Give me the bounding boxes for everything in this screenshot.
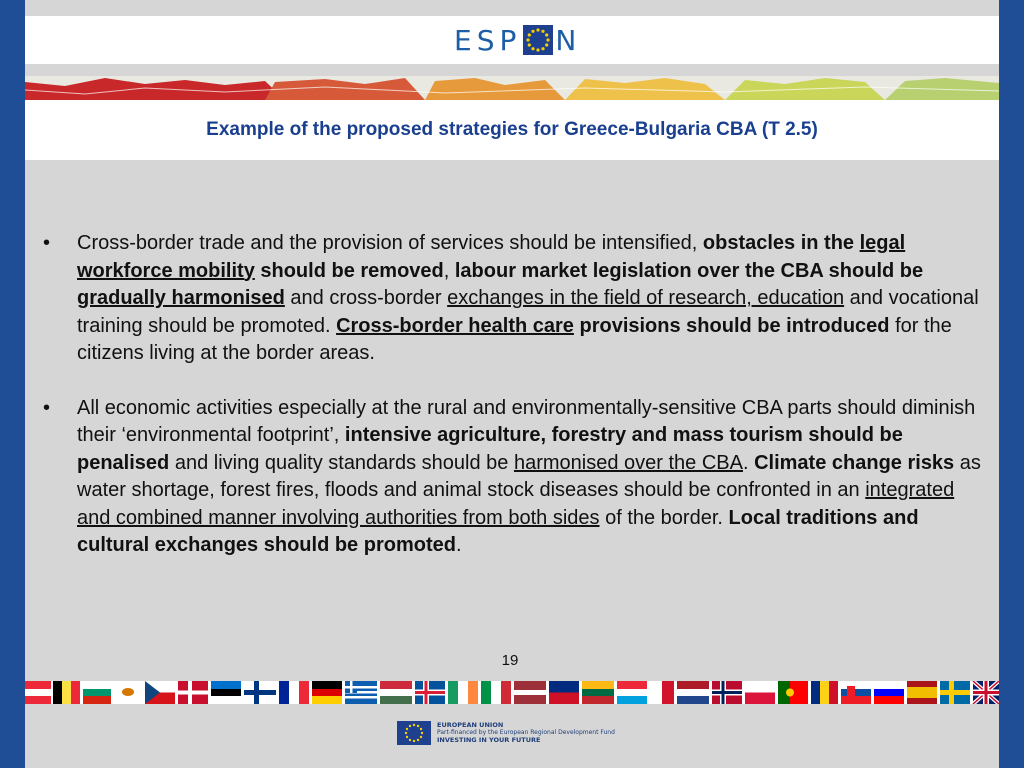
bullet-item — [37, 230, 987, 368]
bullet-dot: • — [43, 232, 51, 254]
text-run: for the citizens living at the border areas. — [77, 314, 952, 364]
slide — [25, 0, 999, 768]
bold-run: Climate change risks — [754, 451, 955, 474]
left-frame-bar — [0, 0, 25, 768]
flag-greece-icon — [345, 681, 377, 704]
text-run: and cross-border — [290, 287, 442, 309]
flag-malta-icon — [650, 681, 674, 704]
title-box — [25, 100, 999, 160]
flag-spain-icon — [907, 681, 937, 704]
flag-italy-icon — [481, 681, 511, 704]
logo-text-right: N — [555, 23, 582, 57]
flag-romania-icon — [811, 681, 838, 704]
flag-norway-icon — [712, 681, 742, 704]
flag-liechtenstein-icon — [549, 681, 579, 704]
flag-lithuania-icon — [582, 681, 614, 704]
flag-austria-icon — [25, 681, 51, 704]
content-area — [37, 230, 987, 587]
right-frame-bar — [999, 0, 1024, 768]
flag-czechia-icon — [145, 681, 175, 704]
eu-line-1: EUROPEAN UNION — [437, 720, 504, 729]
flag-ireland-icon — [448, 681, 478, 704]
page-title: Example of the proposed strategies for Greece-Bulgaria CBA (T 2.5) — [206, 119, 818, 140]
flag-slovakia-icon — [841, 681, 871, 704]
flag-france-icon — [279, 681, 309, 704]
flag-cyprus-icon — [114, 681, 142, 704]
underlined-run: integrated and combined manner involving authorities from both sides — [77, 479, 955, 529]
map-decoration-strip — [25, 76, 999, 100]
eu-line-3: INVESTING IN YOUR FUTURE — [437, 735, 541, 744]
underlined-run: gradually harmonised — [77, 287, 285, 309]
bold-run: intensive agriculture, forestry and mass tourism should be penalised — [77, 424, 903, 474]
eu-funding-text — [437, 722, 615, 745]
flag-latvia-icon — [514, 681, 546, 704]
eu-stars-circle-icon — [523, 25, 553, 55]
text-run: All economic activities especially at the rural and environmentally-sensitive CBA parts should diminish their ‘environmental footprint’, — [77, 396, 976, 446]
flag-sweden-icon — [940, 681, 970, 704]
header-bar — [25, 16, 999, 64]
eu-flags-strip — [25, 681, 999, 704]
logo-text-left: ESP — [454, 23, 522, 57]
flag-denmark-icon — [178, 681, 208, 704]
bullet-text — [77, 230, 987, 368]
flag-poland-icon — [745, 681, 775, 704]
underlined-run: exchanges in the field of research, education — [447, 287, 845, 309]
text-run: . — [455, 534, 462, 556]
page-number: 19 — [501, 652, 519, 669]
bullet-text — [77, 395, 987, 560]
flag-portugal-icon — [778, 681, 808, 704]
underlined-run: harmonised over the CBA — [513, 451, 743, 474]
eu-funding-footer — [397, 718, 615, 748]
flag-iceland-icon — [415, 681, 445, 704]
flag-luxembourg-icon — [617, 681, 647, 704]
bold-run: Local traditions and cultural exchanges should be promoted — [77, 506, 919, 556]
flag-hungary-icon — [380, 681, 412, 704]
flag-slovenia-icon — [874, 681, 904, 704]
espon-logo — [454, 24, 581, 56]
text-run: . — [742, 451, 749, 474]
flag-finland-icon — [244, 681, 276, 704]
text-run: , — [443, 259, 450, 282]
bold-run: provisions should be introduced — [579, 314, 890, 337]
text-run: and vocational training should be promoted. — [77, 287, 979, 337]
bullet-item — [37, 395, 987, 560]
flag-bulgaria-icon — [83, 681, 111, 704]
text-run: of the border. — [605, 506, 723, 529]
bold-run: obstacles in the — [702, 232, 855, 254]
eu-flag-icon — [397, 721, 431, 745]
bold-run: should be removed — [260, 259, 444, 282]
text-run: as water shortage, forest fires, floods and animal stock diseases should be confronted in an — [77, 451, 981, 501]
bullet-dot: • — [43, 396, 51, 419]
text-run: and living quality standards should be — [174, 451, 509, 474]
flag-belgium-icon — [53, 681, 80, 704]
flag-estonia-icon — [211, 681, 241, 704]
flag-germany-icon — [312, 681, 342, 704]
underlined-run: legal workforce mobility — [77, 232, 906, 282]
text-run: Cross-border trade and the provision of services should be intensified, — [77, 232, 698, 254]
flag-uk-icon — [973, 681, 999, 704]
bold-run: labour market legislation over the CBA should be — [454, 259, 924, 282]
flag-netherlands-icon — [677, 681, 709, 704]
underlined-run: Cross-border health care — [336, 314, 574, 337]
eu-line-2: Part-financed by the European Regional Development Fund — [437, 729, 615, 737]
